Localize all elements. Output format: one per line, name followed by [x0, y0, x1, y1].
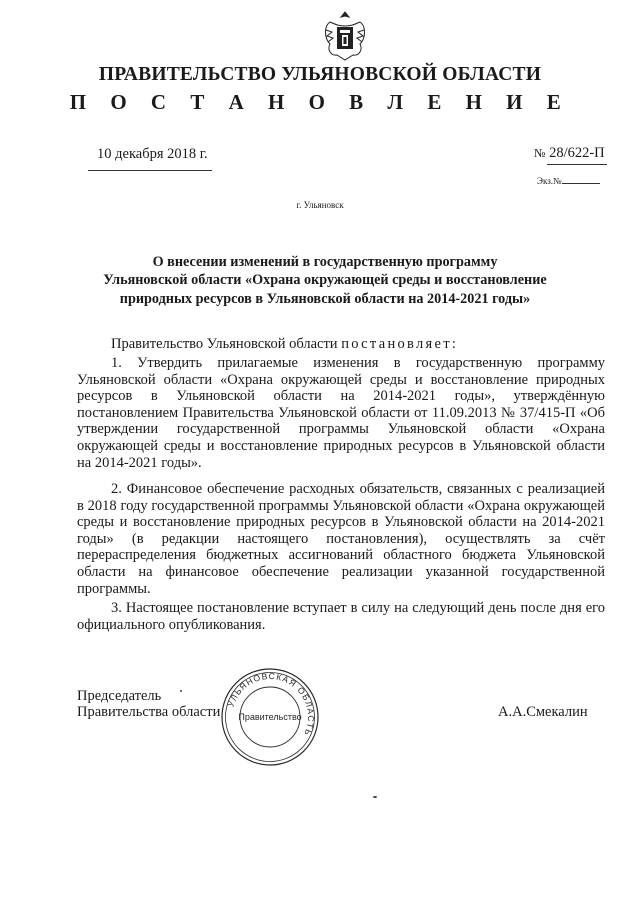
paragraph-3: 3. Настоящее постановление вступает в силу на следующий день после дня его официального опубликования.	[77, 600, 605, 633]
title-line: О внесении изменений в государственную программу	[152, 254, 498, 270]
document-type-heading: П О С Т А Н О В Л Е Н И Е	[69, 90, 571, 114]
intro-line	[111, 336, 458, 353]
number-value: 28/622-П	[549, 145, 605, 161]
number-underline	[547, 164, 607, 165]
number-sign: №	[534, 146, 546, 160]
city-label: г. Ульяновск	[296, 200, 344, 210]
seal-center-text: Правительство	[238, 712, 302, 722]
signatory-name: А.А.Смекалин	[498, 704, 588, 720]
copy-number	[537, 176, 600, 186]
copy-blank	[562, 183, 600, 184]
scan-speck	[180, 690, 182, 692]
signatory-title: Председатель	[77, 688, 162, 704]
intro-verb: постановляет:	[341, 336, 459, 352]
intro-lead: Правительство Ульяновской области	[111, 336, 342, 352]
paragraph-2: 2. Финансовое обеспечение расходных обязательств, связанных с реализацией в 2018 году государственной программы Ульяновской области «Охрана окружающей среды и восстановление природных ресурсов в Ульяновской области на 2014-2021 годы» (в редакции настоящего постановления), осуществлять за счёт перераспределения бюджетных ассигнований областного бюджета Ульяновской области на финансовое обеспечение реализации указанной государственной программы.	[77, 481, 605, 597]
copy-label: Экз.№	[537, 176, 562, 186]
organization-heading: ПРАВИТЕЛЬСТВО УЛЬЯНОВСКОЙ ОБЛАСТИ	[98, 64, 542, 85]
official-seal	[218, 665, 322, 769]
document-title	[60, 253, 590, 308]
seal-ring-text: УЛЬЯНОВСКАЯ ОБЛАСТЬ	[225, 670, 317, 739]
coat-of-arms-icon	[322, 8, 368, 64]
signatory-title-line2: Правительства области	[77, 704, 221, 720]
title-line: Ульяновской области «Охрана окружающей среды и восстановление	[103, 272, 547, 289]
paragraph-1: 1. Утвердить прилагаемые изменения в государственную программу Ульяновской области «Охрана окружающей среды и восстановление природных ресурсов в Ульяновской области на 2014-2021 годы», утверждённую постановлением Правительства Ульяновской области от 11.09.2013 № 37/415-П «Об утверждении государственной программы Ульяновской области «Охрана окружающей среды и восстановление природных ресурсов в Ульяновской области на 2014-2021 годы».	[77, 355, 605, 471]
document-date: 10 декабря 2018 г.	[97, 146, 208, 162]
date-underline	[88, 170, 212, 171]
scan-speck	[373, 796, 377, 798]
document-number	[534, 145, 605, 162]
title-line: природных ресурсов в Ульяновской области на 2014-2021 годы»	[119, 290, 531, 307]
